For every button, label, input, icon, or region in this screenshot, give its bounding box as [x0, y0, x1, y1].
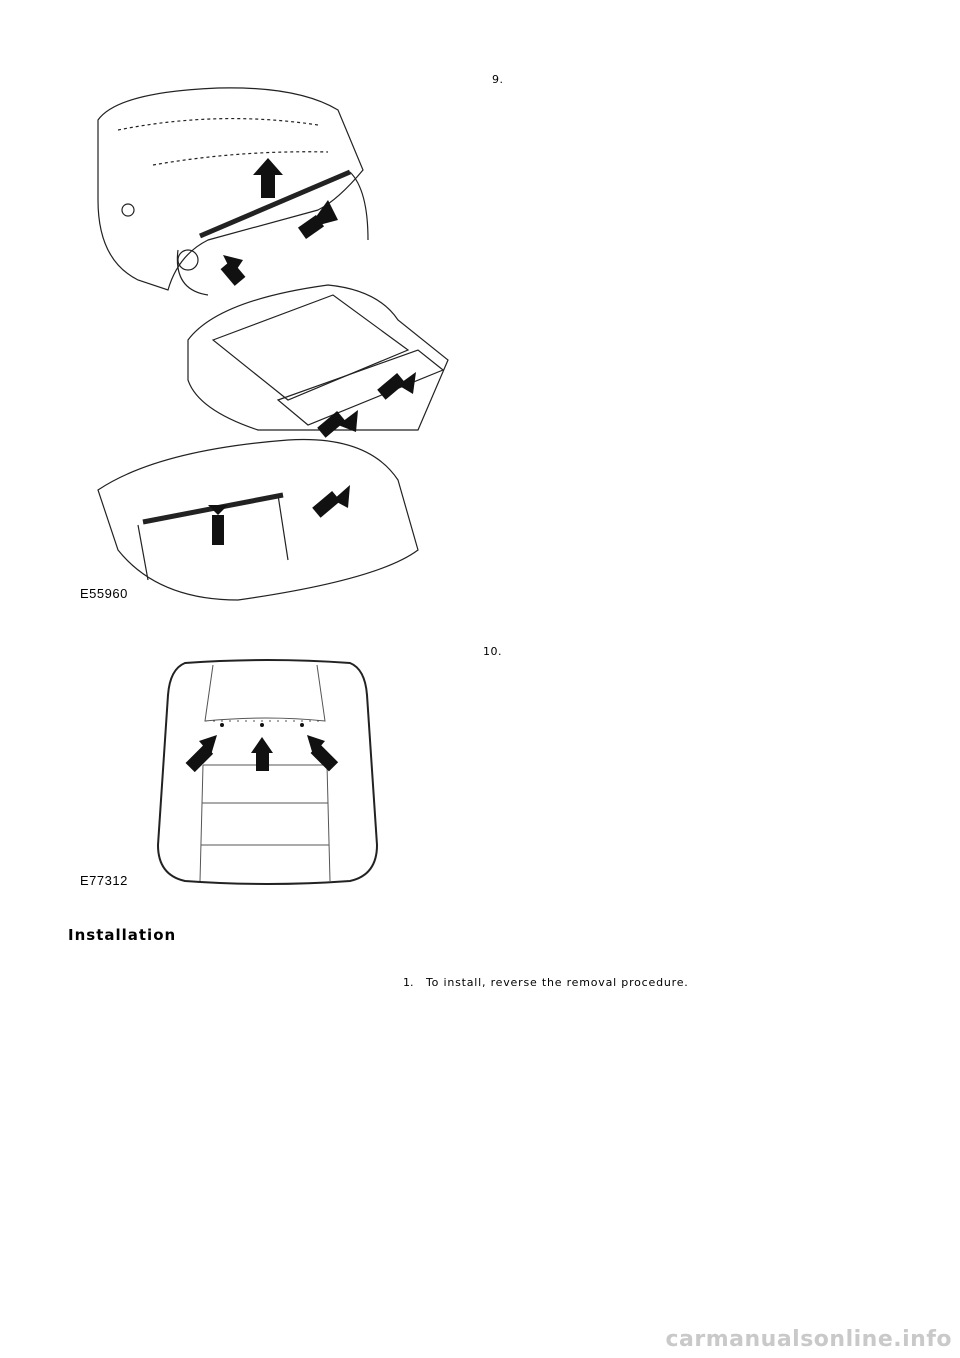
- seat-backrest-cover-illustration: [155, 655, 380, 887]
- install-step-1-number: 1.: [403, 976, 414, 989]
- step-9-number: 9.: [492, 73, 504, 86]
- figure-code-e77312: E77312: [80, 873, 128, 888]
- seat-cushion-cover-illustration: [78, 80, 458, 610]
- watermark: carmanualsonline.info: [665, 1327, 952, 1352]
- step-10-number: 10.: [483, 645, 502, 658]
- figure-code-e55960: E55960: [80, 586, 128, 601]
- installation-heading: Installation: [68, 926, 177, 944]
- install-step-1-text: To install, reverse the removal procedure.: [426, 976, 689, 989]
